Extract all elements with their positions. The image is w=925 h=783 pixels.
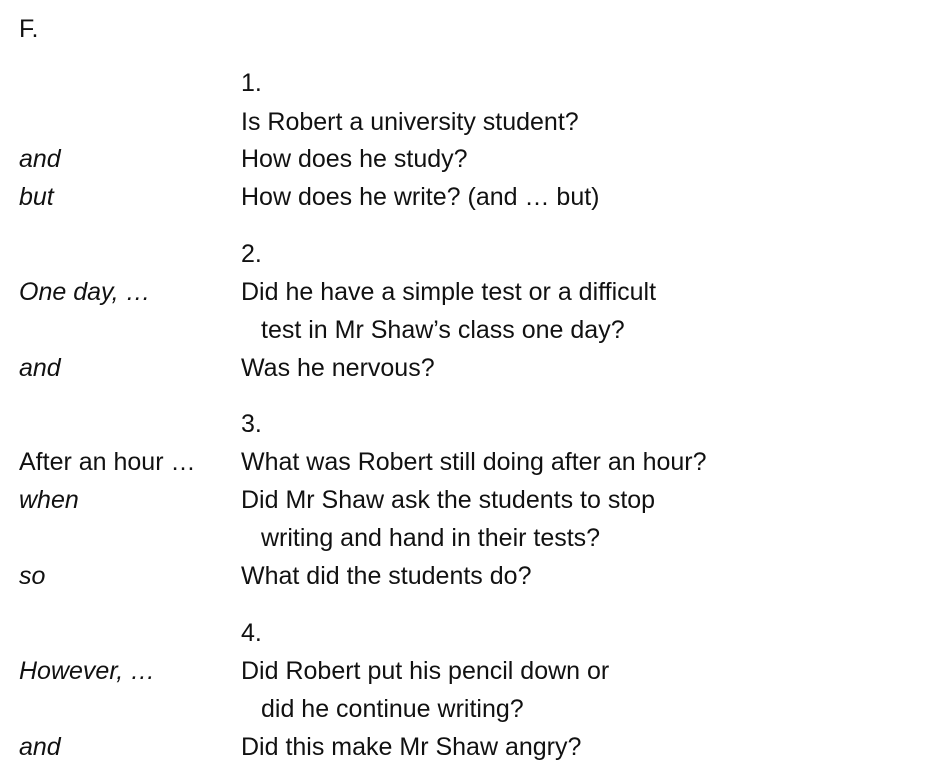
section-2-cue-2: and <box>19 354 61 382</box>
section-3-cue-3: so <box>19 562 46 590</box>
section-3-question-2: Did Mr Shaw ask the students to stop <box>241 486 656 514</box>
section-1-question-3: How does he write? (and … but) <box>241 183 600 211</box>
section-2-cue-1: One day, … <box>19 278 151 306</box>
section-1-number: 1. <box>241 69 262 97</box>
section-1-cue-2: and <box>19 145 61 173</box>
section-3-question-1: What was Robert still doing after an hour? <box>241 448 707 476</box>
section-1-cue-3: but <box>19 183 54 211</box>
section-3-question-2-continuation: writing and hand in their tests? <box>261 524 601 552</box>
section-2-question-1: Did he have a simple test or a difficult <box>241 278 657 306</box>
section-4-question-1: Did Robert put his pencil down or <box>241 657 610 685</box>
section-3-cue-1: After an hour … <box>19 448 196 476</box>
section-3-cue-2: when <box>19 486 79 514</box>
section-2-question-1-continuation: test in Mr Shaw’s class one day? <box>261 316 625 344</box>
exercise-heading: F. <box>19 15 39 43</box>
section-2-number: 2. <box>241 240 262 268</box>
section-3-number: 3. <box>241 410 262 438</box>
section-4-cue-1: However, … <box>19 657 156 685</box>
section-4-question-2: Did this make Mr Shaw angry? <box>241 733 582 761</box>
section-4-question-1-continuation: did he continue writing? <box>261 695 524 723</box>
section-1-question-1: Is Robert a university student? <box>241 108 579 136</box>
section-4-number: 4. <box>241 619 262 647</box>
section-4-cue-2: and <box>19 733 61 761</box>
section-3-question-3: What did the students do? <box>241 562 532 590</box>
section-2-question-2: Was he nervous? <box>241 354 435 382</box>
section-1-question-2: How does he study? <box>241 145 468 173</box>
